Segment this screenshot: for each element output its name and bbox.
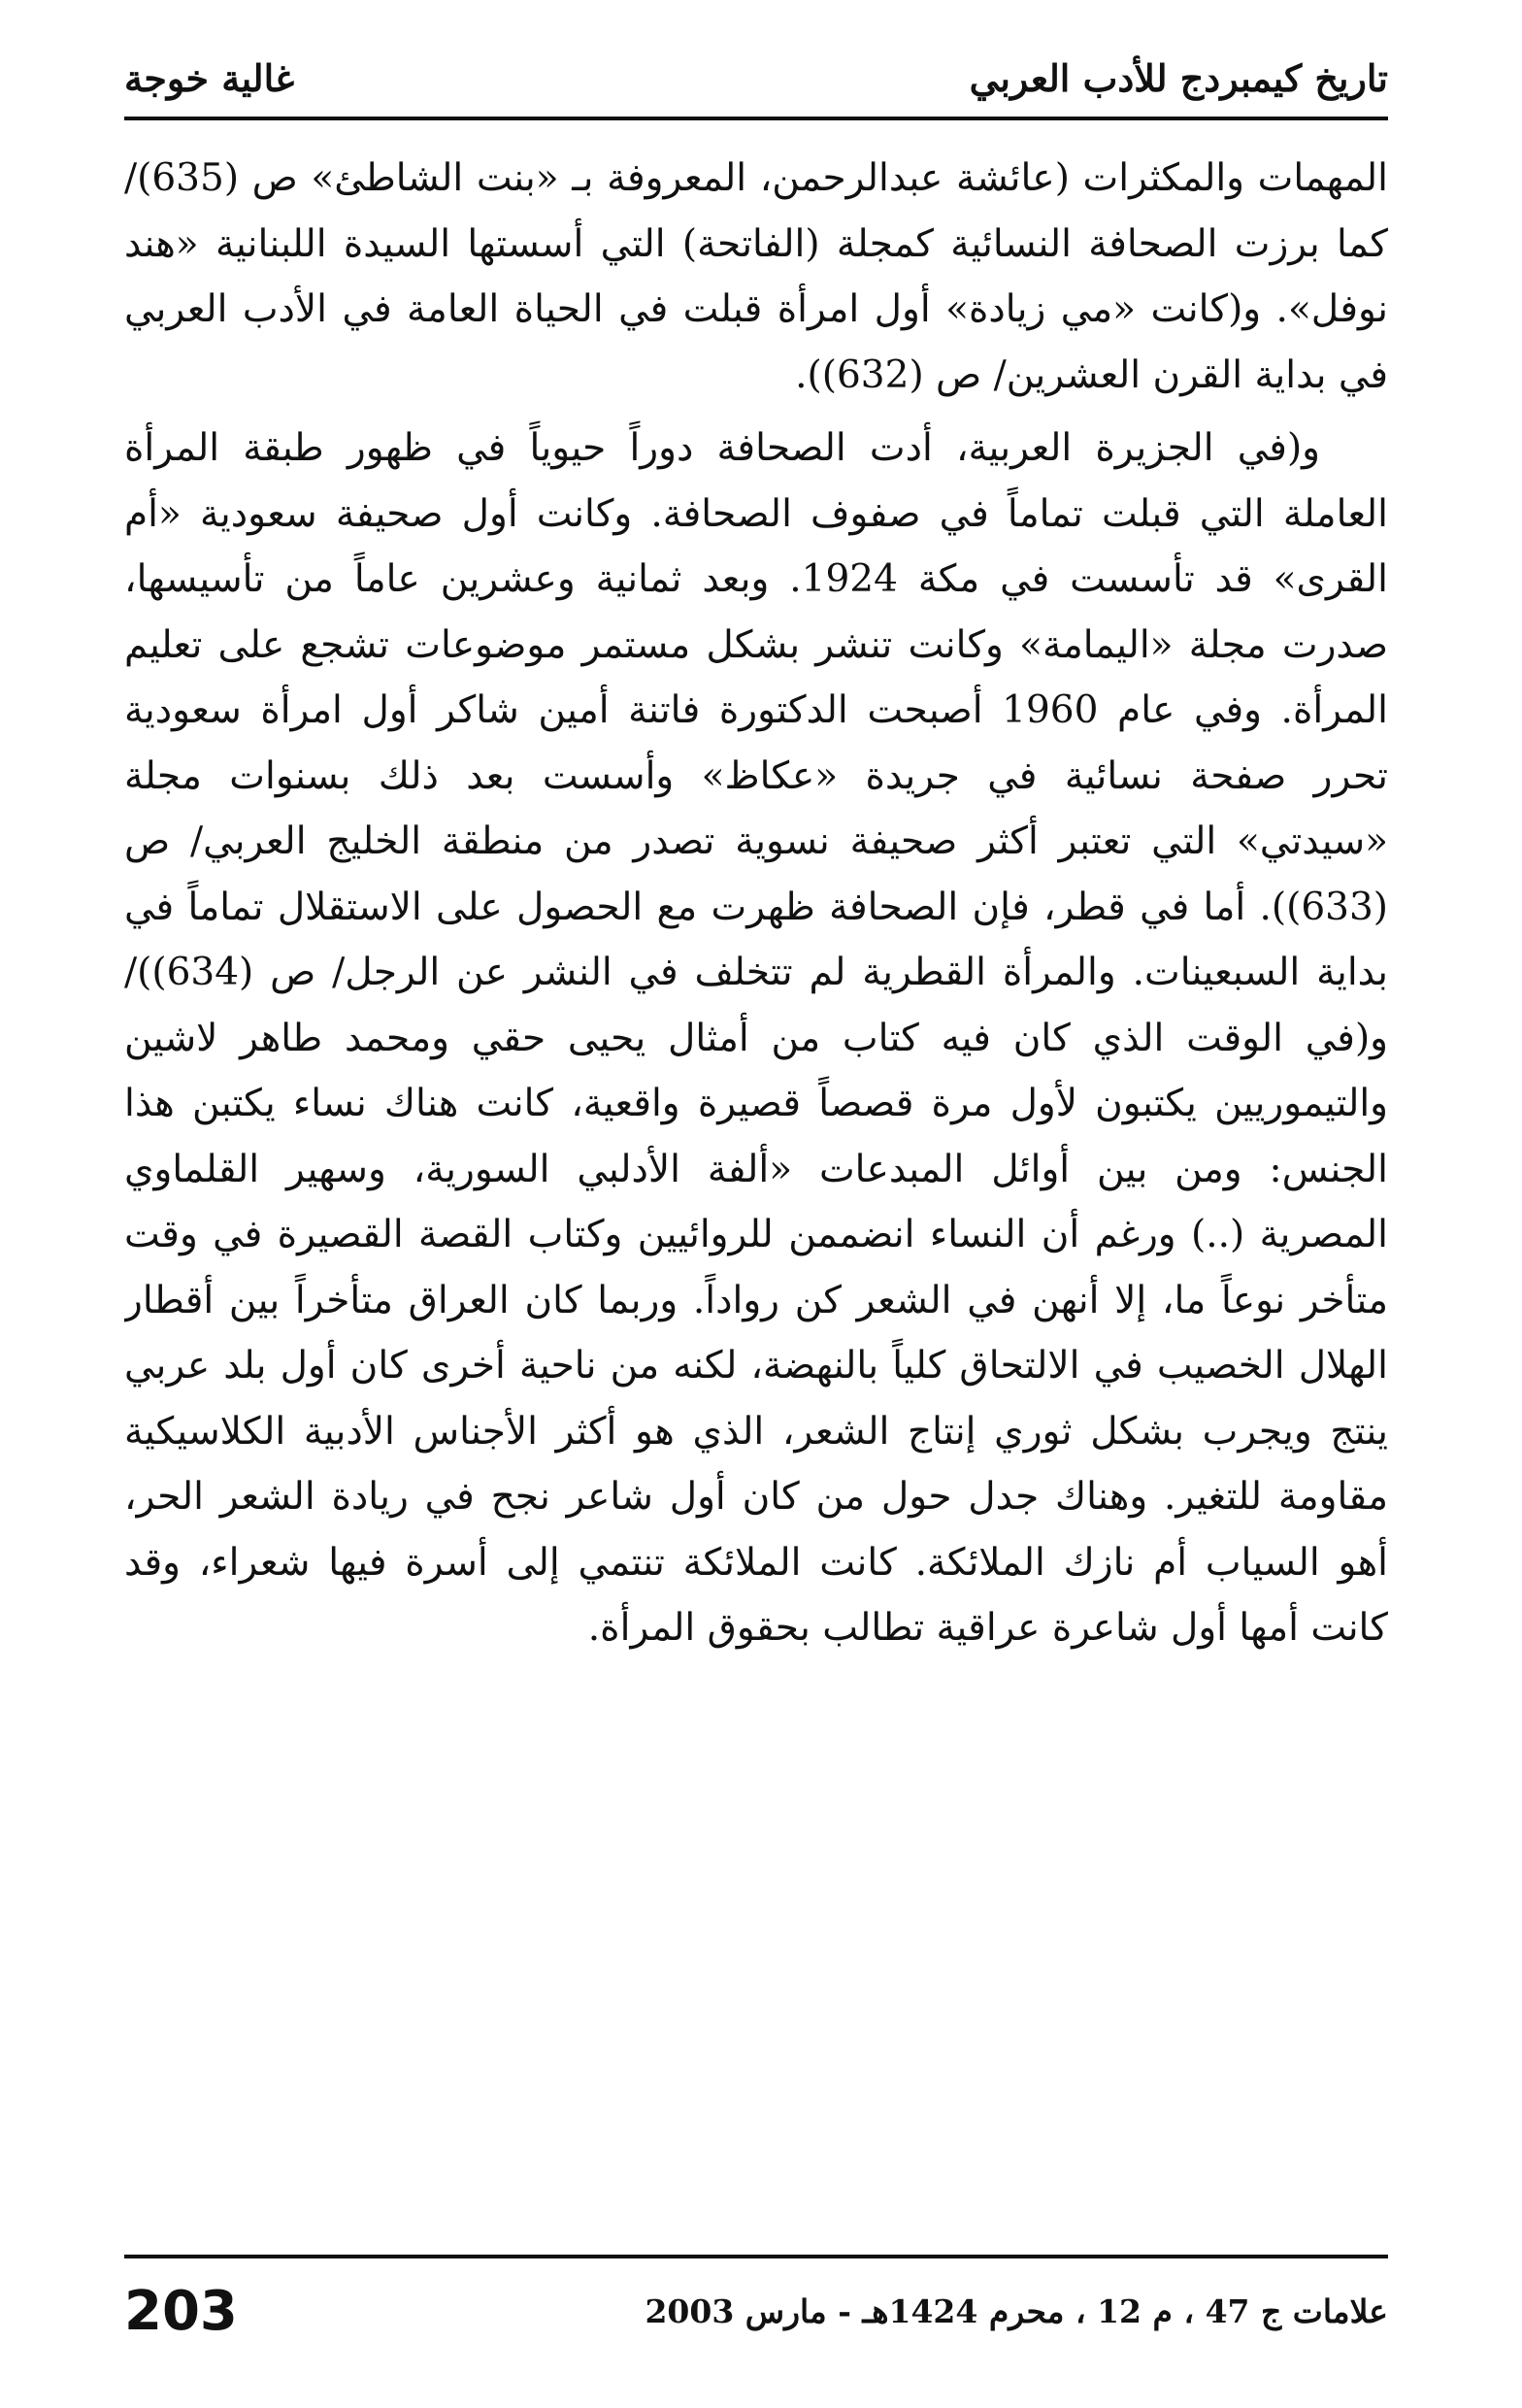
- body-text: [124, 146, 1388, 2233]
- paragraph-1: المهمات والمكثرات (عائشة عبدالرحمن، المعروفة بـ «بنت الشاطئ» ص (635)/ كما برزت الصحافة النسائية كمجلة (الفاتحة) التي أسستها السيدة اللبنانية «هند نوفل». و(كانت «مي زيادة» أول امرأة قبلت في الحياة العامة في الأدب العربي في بداية القرن العشرين/ ص (632)).: [124, 156, 1388, 397]
- running-footer: [124, 2267, 1388, 2355]
- header-rule: [124, 117, 1388, 120]
- page-number: 203: [124, 2279, 238, 2343]
- author-name: غالية خوجة: [124, 55, 295, 100]
- running-header: [124, 39, 1388, 117]
- footer-rule: [124, 2255, 1388, 2258]
- journal-info: علامات ج 47 ، م 12 ، محرم 1424هـ - مارس 2003: [645, 2291, 1388, 2330]
- book-title: تاريخ كيمبردج للأدب العربي: [969, 55, 1388, 100]
- paragraph-2: و(في الجزيرة العربية، أدت الصحافة دوراً حيوياً في ظهور طبقة المرأة العاملة التي قبلت تماماً في صفوف الصحافة. وكانت أول صحيفة سعودية «أم القرى» قد تأسست في مكة 1924. وبعد ثمانية وعشرين عاماً من تأسيسها، صدرت مجلة «اليمامة» وكانت تنشر بشكل مستمر موضوعات تشجع على تعليم المرأة. وفي عام 1960 أصبحت الدكتورة فاتنة أمين شاكر أول امرأة سعودية تحرر صفحة نسائية في جريدة «عكاظ» وأسست بعد ذلك بسنوات مجلة «سيدتي» التي تعتبر أكثر صحيفة نسوية تصدر من منطقة الخليج العربي/ ص (633)). أما في قطر، فإن الصحافة ظهرت مع الحصول على الاستقلال تماماً في بداية السبعينات. والمرأة القطرية لم تتخلف في النشر عن الرجل/ ص (634))/ و(في الوقت الذي كان فيه كتاب من أمثال يحيى حقي ومحمد طاهر لاشين والتيموريين يكتبون لأول مرة قصصاً قصيرة واقعية، كانت هناك نساء يكتبن هذا الجنس: ومن بين أوائل المبدعات «ألفة الأدلبي السورية، وسهير القلماوي المصرية (..) ورغم أن النساء انضممن للروائيين وكتاب القصة القصيرة في وقت متأخر نوعاً ما، إلا أنهن في الشعر كن رواداً. وربما كان العراق متأخراً بين أقطار الهلال الخصيب في الالتحاق كلياً بالنهضة، لكنه من ناحية أخرى كان أول بلد عربي ينتج ويجرب بشكل ثوري إنتاج الشعر، الذي هو أكثر الأجناس الأدبية الكلاسيكية مقاومة للتغير. وهناك جدل حول من كان أول شاعر نجح في ريادة الشعر الحر، أهو السياب أم نازك الملائكة. كانت الملائكة تنتمي إلى أسرة فيها شعراء، وقد كانت أمها أول شاعرة عراقية تطالب بحقوق المرأة.: [124, 426, 1388, 1650]
